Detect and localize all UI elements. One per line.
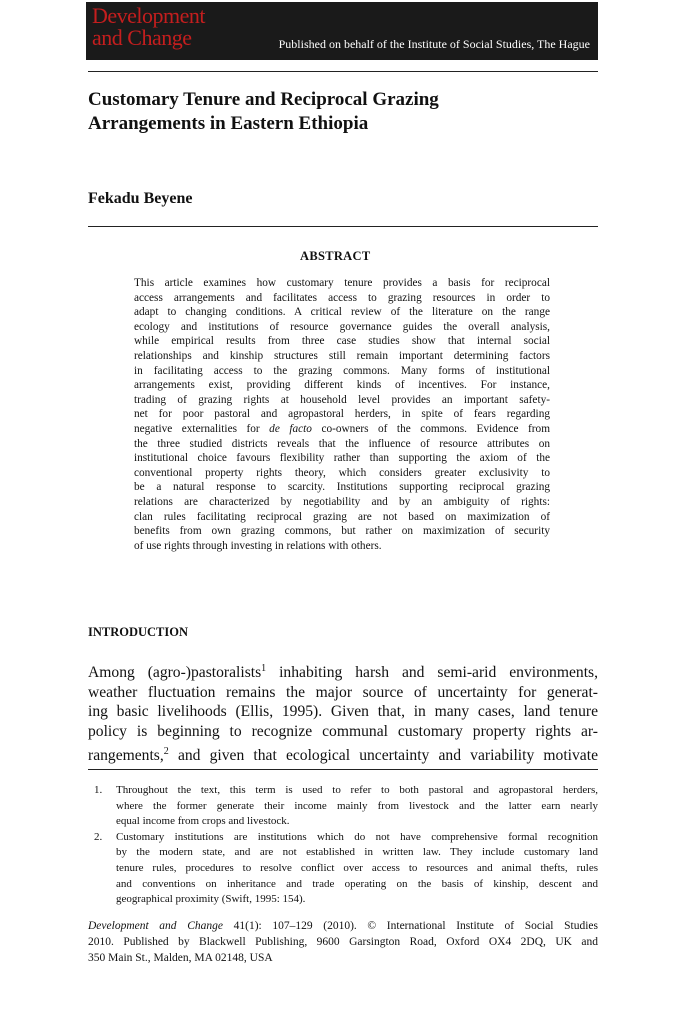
journal-name — [92, 5, 205, 49]
body-line — [88, 742, 598, 766]
abstract-line: relations are characterized by negotiability and by an ambiguity of rights: — [134, 495, 550, 508]
abstract-text: co-owners of the commons. Evidence from — [311, 422, 550, 435]
abstract-line: ecology and institutions of resource governance guides the overall analysis, — [134, 320, 550, 333]
abstract-body — [134, 276, 550, 553]
footnote-line: geographical proximity (Swift, 1995: 154). — [116, 893, 306, 906]
abstract-divider — [88, 226, 598, 227]
body-line — [88, 659, 598, 683]
abstract-line: of use rights through investing in relations with others. — [134, 539, 382, 552]
footnote-line: Customary institutions are institutions which do not have comprehensive formal recognition — [116, 830, 598, 843]
abstract-line: arrangements exist, providing different kinds of incentives. For instance, — [134, 379, 550, 392]
citation-text: 41(1): 107–129 (2010). © International Institute of Social Studies — [222, 920, 598, 932]
abstract-line: institutional choice favours flexibility rather than supporting the axiom of the — [134, 452, 550, 465]
citation-line — [88, 918, 598, 934]
author-name: Fekadu Beyene — [88, 190, 193, 207]
footnote-ref-2: 2 — [163, 745, 169, 757]
abstract-italic-term: de facto — [269, 422, 312, 435]
body-text: and given that ecological uncertainty and variability motivate — [168, 746, 598, 764]
abstract-line: relationships and kinship structures still remain important determining factors — [134, 349, 550, 362]
footnote-number: 1. — [94, 784, 103, 796]
introduction-heading: INTRODUCTION — [88, 625, 189, 639]
citation-journal: Development and Change — [88, 920, 223, 932]
body-line: policy is beginning to recognize communal customary property rights ar- — [88, 722, 598, 740]
journal-header-banner — [86, 2, 598, 60]
footnote-line: equal income from crops and livestock. — [116, 815, 290, 828]
footnote-line: where the former generate their income mainly from livestock and the latter earn nearly — [116, 799, 598, 812]
footnote-divider — [88, 769, 598, 770]
abstract-line: access arrangements and facilitates access to grazing resources in order to — [134, 291, 550, 304]
footnote-line: by the modern state, and are not established in written law. They include customary land — [116, 846, 598, 859]
abstract-line: the three studied districts reveals that the influence of resource attributes on — [134, 437, 550, 450]
abstract-text: negative externalities for — [134, 422, 270, 435]
body-text: rangements, — [88, 746, 164, 764]
footnote-line: and conventions on inheritance and trade operating on the basis of kinship, descent and — [116, 877, 598, 890]
abstract-line: in facilitating access to the grazing commons. Many forms of institutional — [134, 364, 550, 377]
citation-line: 2010. Published by Blackwell Publishing, 9600 Garsington Road, Oxford OX4 2DQ, UK and — [88, 936, 598, 948]
publisher-note: Published on behalf of the Institute of Social Studies, The Hague — [278, 37, 590, 51]
abstract-line: net for poor pastoral and agropastoral herders, in spite of fears regarding — [134, 408, 550, 421]
footnote-ref-1: 1 — [261, 663, 267, 674]
abstract-line: conventional property rights theory, which considers greater exclusivity to — [134, 466, 550, 479]
footnote-line: tenure rules, procedures to resolve conflict over access to resources and animal thefts, rules — [116, 861, 598, 874]
footnote-number: 2. — [94, 830, 103, 843]
body-line: weather fluctuation remains the major source of uncertainty for generat- — [88, 683, 598, 701]
abstract-line: This article examines how customary tenure provides a basis for reciprocal — [134, 277, 550, 289]
header-divider — [88, 71, 598, 72]
footnotes — [88, 783, 598, 908]
abstract-line: while empirical results from three case studies show that internal social — [134, 335, 550, 348]
journal-name-line1: Development — [92, 3, 206, 28]
abstract-line: adapt to changing conditions. A critical review of the literature on the range — [134, 306, 550, 319]
footnote-line: Throughout the text, this term is used to refer to both pastoral and agropastoral herders, — [116, 784, 598, 796]
citation-block — [88, 918, 598, 966]
introduction-body — [88, 659, 598, 765]
footnote-1 — [88, 783, 598, 830]
abstract-heading: ABSTRACT — [300, 249, 371, 263]
body-text: inhabiting harsh and semi-arid environments, — [266, 664, 599, 682]
journal-name-line2: and Change — [92, 25, 192, 50]
abstract-line: benefits from own grazing commons, but rather on maximization of security — [134, 525, 550, 538]
abstract-line: trading of grazing rights at household level provides an important safety- — [134, 393, 550, 406]
body-line: ing basic livelihoods (Ellis, 1995). Given that, in many cases, land tenure — [88, 703, 598, 721]
abstract-line: clan rules facilitating reciprocal grazing are not based on maximization of — [134, 510, 550, 523]
body-text: Among (agro-)pastoralists — [88, 664, 262, 682]
article-title-line2: Arrangements in Eastern Ethiopia — [88, 113, 369, 134]
abstract-line-italic — [134, 422, 550, 437]
citation-line: 350 Main St., Malden, MA 02148, USA — [88, 952, 273, 964]
article-title-line1: Customary Tenure and Reciprocal Grazing — [88, 89, 439, 110]
abstract-line: be a natural response to scarcity. Institutions supporting reciprocal grazing — [134, 481, 550, 494]
footnote-2 — [88, 830, 598, 908]
article-title — [88, 88, 588, 136]
